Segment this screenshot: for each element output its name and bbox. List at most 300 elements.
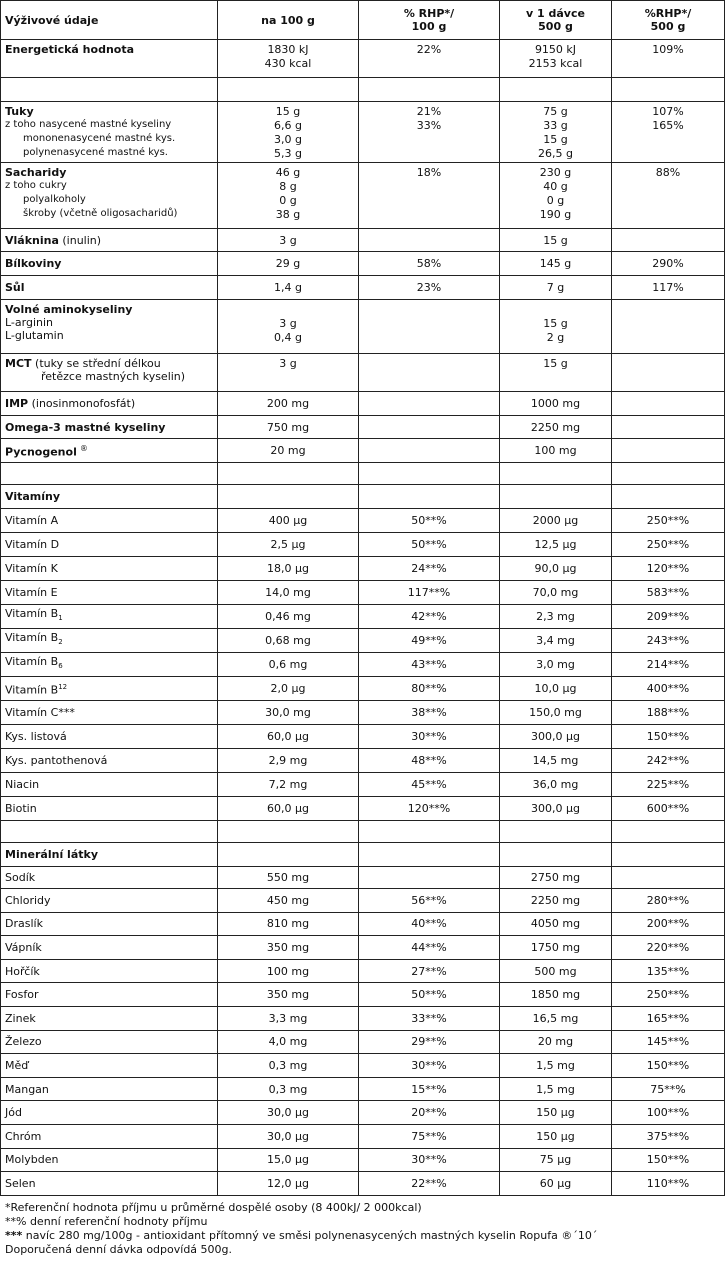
per500-cell: [500, 1054, 612, 1078]
row-label: [1, 1172, 218, 1196]
value-line: [504, 147, 607, 161]
value-text: 2,3 mg: [536, 610, 575, 623]
mineral-row: [1, 889, 725, 913]
value-list: [222, 43, 354, 71]
per500-cell: [500, 533, 612, 557]
per500-cell: [500, 509, 612, 533]
empty-cell: [500, 485, 612, 509]
value-text: 15,0 µg: [267, 1153, 309, 1167]
mineral-row: [1, 1006, 725, 1030]
value-line: [222, 147, 354, 161]
mct-label-line: [5, 357, 213, 370]
value-text: 50**%: [411, 514, 447, 527]
value-text: 42**%: [411, 610, 447, 623]
header-line: % RHP*/: [403, 7, 455, 20]
fiber-label: Vláknina: [5, 233, 59, 247]
value-text: 100 mg: [534, 444, 577, 457]
mineral-name: Mangan: [5, 1082, 49, 1096]
value-text: 243**%: [646, 634, 690, 647]
row-label: [1, 605, 218, 629]
empty-cell: [218, 821, 359, 843]
omega-label: Omega-3 mastné kyseliny: [5, 420, 166, 434]
salt-row: [1, 276, 725, 300]
per100-cell: [218, 557, 359, 581]
mineral-row: [1, 936, 725, 960]
value-text: 48**%: [411, 754, 447, 767]
value-text: 1,5 mg: [536, 1058, 575, 1072]
value-text: 44**%: [411, 940, 447, 954]
mct-label: MCT: [5, 357, 32, 370]
value-list: [504, 43, 607, 71]
row-label: [1, 557, 218, 581]
rhp100-cell: [359, 605, 500, 629]
mineral-row: [1, 867, 725, 889]
rhp100-cell: [359, 557, 500, 581]
vitamin-name: Vitamín A: [5, 514, 59, 527]
rhp100-cell: [359, 533, 500, 557]
value-text: 400 µg: [268, 514, 308, 527]
value-text: 230 g: [539, 166, 572, 179]
header-cell: [218, 1, 359, 40]
value-text: 150**%: [646, 1058, 690, 1072]
header-line: 500 g: [538, 20, 573, 33]
per500-cell: [500, 416, 612, 439]
vitamin-name: Vitamín B: [5, 607, 59, 621]
rhp500-cell: [612, 1172, 725, 1196]
value-text: 0,68 mg: [265, 634, 311, 647]
per100-cell: [218, 439, 359, 463]
row-label: [1, 416, 218, 439]
value-text: 100**%: [646, 1106, 690, 1120]
empty-cell: [612, 416, 725, 439]
value-text: 350 mg: [266, 940, 310, 954]
per100-cell: [218, 701, 359, 725]
rhp100-cell: [359, 749, 500, 773]
value-text: 200 mg: [266, 397, 310, 410]
value-text: 20**%: [411, 1106, 447, 1120]
value-text: 33**%: [411, 1011, 447, 1025]
rhp500-cell: [612, 749, 725, 773]
empty-cell: [359, 821, 500, 843]
sublabel: mononenasycené mastné kys.: [23, 133, 176, 144]
per500-cell: [500, 1077, 612, 1101]
value-line: [504, 133, 607, 147]
per100-cell: [218, 354, 359, 392]
value-text: 150**%: [646, 730, 690, 743]
header-line: Výživové údaje: [5, 13, 99, 27]
footnote-reference-intake: *Referenční hodnota příjmu u průměrné dospělé osoby (8 400kJ/ 2 000kcal): [5, 1201, 422, 1214]
value-text: 26,5 g: [538, 147, 573, 160]
row-label: [1, 773, 218, 797]
per500-cell: [500, 392, 612, 416]
value-text: 250**%: [646, 988, 690, 1002]
fats-label: Tuky: [5, 105, 34, 118]
value-text: 40**%: [411, 917, 447, 931]
per100-cell: [218, 276, 359, 300]
rhp100-cell: [359, 1006, 500, 1030]
row-label: [1, 912, 218, 936]
vitamin-row: [1, 749, 725, 773]
rhp100-cell: [359, 983, 500, 1007]
per500-cell: [500, 229, 612, 252]
per500-cell: [500, 581, 612, 605]
mineral-name: Vápník: [5, 940, 42, 954]
value-text: 29**%: [411, 1035, 447, 1049]
value-line: [616, 119, 720, 133]
per500-cell: [500, 605, 612, 629]
per100-cell: [218, 416, 359, 439]
rhp500-cell: [612, 959, 725, 983]
vitamin-subscript: 6: [58, 662, 63, 671]
value-text: 24**%: [411, 562, 447, 575]
empty-cell: [500, 843, 612, 867]
empty-cell: [612, 392, 725, 416]
value-text: 7 g: [546, 281, 565, 294]
empty-cell: [1, 821, 218, 843]
spacer-row: [1, 463, 725, 485]
mineral-name: Molybden: [5, 1153, 59, 1167]
value-text: 56**%: [411, 893, 447, 907]
value-text: 188**%: [646, 706, 690, 719]
per500-cell: [500, 889, 612, 913]
rhp-value: 88%: [655, 166, 681, 179]
value-text: 1750 mg: [530, 940, 581, 954]
row-label: [1, 40, 218, 78]
vitamin-name: Vitamín B: [5, 631, 59, 645]
value-text: 33%: [416, 119, 442, 132]
section-title: [1, 485, 218, 509]
value-text: 300,0 µg: [531, 730, 580, 743]
rhp100-cell: [359, 102, 500, 163]
mineral-name: Chloridy: [5, 893, 51, 907]
per100-cell: [218, 163, 359, 229]
per500-cell: [500, 102, 612, 163]
value-text: 200**%: [646, 917, 690, 931]
mineral-name: Železo: [5, 1035, 42, 1049]
value-line: [222, 208, 354, 222]
vitamin-subscript: 2: [58, 638, 63, 647]
value-text: 209**%: [646, 610, 690, 623]
value-text: 70,0 mg: [532, 586, 579, 599]
row-label: [1, 867, 218, 889]
per500-cell: [500, 749, 612, 773]
empty-cell: [359, 392, 500, 416]
rhp500-cell: [612, 533, 725, 557]
value-text: 110**%: [646, 1176, 690, 1190]
row-label: [1, 959, 218, 983]
rhp100-cell: [359, 912, 500, 936]
value-text: 117**%: [407, 586, 451, 599]
value-line: [504, 166, 607, 180]
value-text: 214**%: [646, 658, 690, 671]
value-line: [504, 331, 607, 345]
vitamin-row: [1, 725, 725, 749]
row-label: [1, 889, 218, 913]
mineral-name: Měď: [5, 1058, 29, 1072]
rhp100-cell: [359, 1101, 500, 1125]
rhp100-cell: [359, 1148, 500, 1172]
per100-cell: [218, 1172, 359, 1196]
rhp-value: 18%: [416, 166, 442, 179]
value-text: 2250 mg: [530, 893, 581, 907]
mineral-name: Jód: [5, 1106, 22, 1120]
mineral-row: [1, 912, 725, 936]
value-text: 50**%: [411, 988, 447, 1002]
sublabel: z toho nasycené mastné kyseliny: [5, 119, 172, 130]
rhp100-cell: [359, 40, 500, 78]
row-label: [1, 749, 218, 773]
per500-cell: [500, 867, 612, 889]
row-label: [1, 1077, 218, 1101]
row-label: [1, 392, 218, 416]
sublabel: škroby (včetně oligosacharidů): [23, 208, 178, 219]
empty-cell: [500, 463, 612, 485]
per100-cell: [218, 392, 359, 416]
rhp500-cell: [612, 983, 725, 1007]
value-text: 16,5 mg: [532, 1011, 579, 1025]
rhp100-cell: [359, 677, 500, 701]
per500-cell: [500, 300, 612, 354]
vitamin-row: [1, 773, 725, 797]
value-text: 430 kcal: [264, 57, 312, 70]
per100-cell: [218, 581, 359, 605]
value-list: [363, 105, 495, 133]
rhp500-cell: [612, 1148, 725, 1172]
per500-cell: [500, 983, 612, 1007]
value-text: 30,0 mg: [265, 706, 311, 719]
rhp100-cell: [359, 725, 500, 749]
spacer-row: [1, 78, 725, 102]
value-text: 23%: [416, 281, 442, 294]
value-text: 350 mg: [266, 988, 310, 1002]
value-text: 4050 mg: [530, 917, 581, 931]
row-label: [1, 509, 218, 533]
row-label: [1, 1101, 218, 1125]
value-text: 0 g: [546, 194, 565, 207]
value-text: 58%: [416, 257, 442, 270]
rhp100-cell: [359, 653, 500, 677]
value-text: 120**%: [407, 802, 451, 815]
vitamin-row: [1, 677, 725, 701]
header-line: na 100 g: [261, 13, 315, 27]
rhp100-cell: [359, 1124, 500, 1148]
carbs-label: Sacharidy: [5, 166, 67, 179]
empty-cell: [218, 463, 359, 485]
value-text: 300,0 µg: [531, 802, 580, 815]
value-line: [504, 119, 607, 133]
per100-cell: [218, 1030, 359, 1054]
per500-cell: [500, 912, 612, 936]
rhp100-cell: [359, 1054, 500, 1078]
value-text: 30**%: [411, 730, 447, 743]
row-label: [1, 677, 218, 701]
value-text: 20 mg: [270, 444, 306, 457]
per100-cell: [218, 533, 359, 557]
empty-cell: [359, 485, 500, 509]
rhp100-cell: [359, 1172, 500, 1196]
empty-cell: [359, 416, 500, 439]
value-line: [504, 43, 607, 57]
empty-cell: [359, 78, 500, 102]
value-text: 49**%: [411, 634, 447, 647]
vitamin-name: Vitamín D: [5, 538, 60, 551]
per100-cell: [218, 959, 359, 983]
value-text: 583**%: [646, 586, 690, 599]
value-list: [222, 317, 354, 345]
value-text: 500 mg: [534, 964, 577, 978]
value-list: [616, 105, 720, 133]
rhp100-cell: [359, 936, 500, 960]
value-text: 1850 mg: [530, 988, 581, 1002]
value-list: [504, 166, 607, 222]
header-cell: [359, 1, 500, 40]
per100-cell: [218, 1006, 359, 1030]
value-text: 30**%: [411, 1058, 447, 1072]
footnote-antioxidant: [5, 1229, 720, 1243]
value-text: 375**%: [646, 1129, 690, 1143]
rhp100-cell: [359, 163, 500, 229]
row-label: [1, 1030, 218, 1054]
value-text: 33 g: [543, 119, 568, 132]
rhp500-cell: [612, 889, 725, 913]
rhp100-cell: [359, 1030, 500, 1054]
rhp500-cell: [612, 936, 725, 960]
empty-cell: [1, 78, 218, 102]
minerals-title: Minerální látky: [5, 848, 98, 861]
row-label: [1, 725, 218, 749]
rhp100-cell: [359, 629, 500, 653]
value-text: 21%: [416, 105, 442, 118]
vitamin-name: Vitamín C***: [5, 706, 75, 719]
carbs-row: [1, 163, 725, 229]
value-text: 3,4 mg: [536, 634, 575, 647]
vitamin-name: Niacin: [5, 778, 40, 791]
value-text: 30**%: [411, 1153, 447, 1167]
rhp100-cell: [359, 773, 500, 797]
rhp100-cell: [359, 276, 500, 300]
rhp100-cell: [359, 701, 500, 725]
per500-cell: [500, 797, 612, 821]
value-text: 1,5 mg: [536, 1082, 575, 1096]
value-text: 242**%: [646, 754, 690, 767]
rhp500-cell: [612, 1077, 725, 1101]
rhp500-cell: [612, 867, 725, 889]
value-text: 165**%: [646, 1011, 690, 1025]
value-line: [504, 105, 607, 119]
per500-cell: [500, 653, 612, 677]
per100-cell: [218, 1054, 359, 1078]
value-text: 0,3 mg: [268, 1082, 308, 1096]
value-text: 15 g: [543, 133, 568, 146]
rhp500-cell: [612, 252, 725, 276]
per100-cell: [218, 867, 359, 889]
value-text: 3,0 mg: [536, 658, 575, 671]
per100-cell: [218, 889, 359, 913]
row-label: [1, 983, 218, 1007]
mineral-row: [1, 1030, 725, 1054]
value-list: [504, 317, 607, 345]
mct-sublabel: (tuky se střední délkou: [31, 357, 161, 370]
value-text: 60 µg: [539, 1176, 572, 1190]
mineral-row: [1, 1124, 725, 1148]
value-text: 0,6 mg: [268, 658, 308, 671]
empty-cell: [612, 229, 725, 252]
value-text: 2,9 mg: [268, 754, 308, 767]
per500-cell: [500, 557, 612, 581]
header-line: 500 g: [650, 20, 686, 33]
footnote-daily-reference: **% denní referenční hodnoty příjmu: [5, 1215, 208, 1228]
value-text: 75**%: [411, 1129, 447, 1143]
value-text: 30,0 µg: [267, 1106, 309, 1120]
value-text: 12,0 µg: [267, 1176, 309, 1190]
per100-cell: [218, 605, 359, 629]
empty-cell: [500, 821, 612, 843]
rhp100-cell: [359, 797, 500, 821]
row-label: [1, 1148, 218, 1172]
mineral-name: Selen: [5, 1176, 36, 1190]
row-label: [1, 701, 218, 725]
row-label: [1, 533, 218, 557]
rhp500-cell: [612, 701, 725, 725]
per100-cell: [218, 983, 359, 1007]
rhp500-cell: [612, 605, 725, 629]
row-label: [1, 936, 218, 960]
value-line: [504, 194, 607, 208]
per100-cell: [218, 749, 359, 773]
empty-cell: [359, 843, 500, 867]
value-text: 100 mg: [266, 964, 310, 978]
value-text: 10,0 µg: [534, 682, 577, 695]
rhp500-cell: [612, 653, 725, 677]
value-text: 9150 kJ: [534, 43, 577, 56]
header-line: v 1 dávce: [526, 7, 585, 20]
imp-row: [1, 392, 725, 416]
per100-cell: [218, 677, 359, 701]
sublabel: polynenasycené mastné kys.: [23, 147, 168, 158]
row-label: [1, 354, 218, 392]
rhp500-cell: [612, 581, 725, 605]
value-text: 280**%: [646, 893, 690, 907]
vitamin-name: Vitamín K: [5, 562, 58, 575]
value-line: [363, 119, 495, 133]
value-text: 2000 µg: [532, 514, 579, 527]
mineral-row: [1, 1148, 725, 1172]
section-title: [1, 843, 218, 867]
value-line: [616, 105, 720, 119]
value-text: 7,2 mg: [268, 778, 308, 791]
vitamin-row: [1, 629, 725, 653]
registered-mark: ®: [79, 444, 88, 454]
value-line: [222, 331, 354, 345]
value-text: 150,0 mg: [529, 706, 582, 719]
empty-cell: [218, 485, 359, 509]
amino-row: [1, 300, 725, 354]
spacer-row: [1, 821, 725, 843]
value-text: 27**%: [411, 964, 447, 978]
value-line: [222, 133, 354, 147]
value-text: 450 mg: [266, 893, 310, 907]
row-label: [1, 300, 218, 354]
row-label: [1, 229, 218, 252]
energy-label: Energetická hodnota: [5, 43, 135, 56]
mineral-name: Sodík: [5, 871, 36, 884]
rhp500-cell: [612, 102, 725, 163]
value-text: 45**%: [411, 778, 447, 791]
header-cell: [500, 1, 612, 40]
fats-row: [1, 102, 725, 163]
value-text: 1000 mg: [530, 397, 581, 410]
per100-cell: [218, 1077, 359, 1101]
